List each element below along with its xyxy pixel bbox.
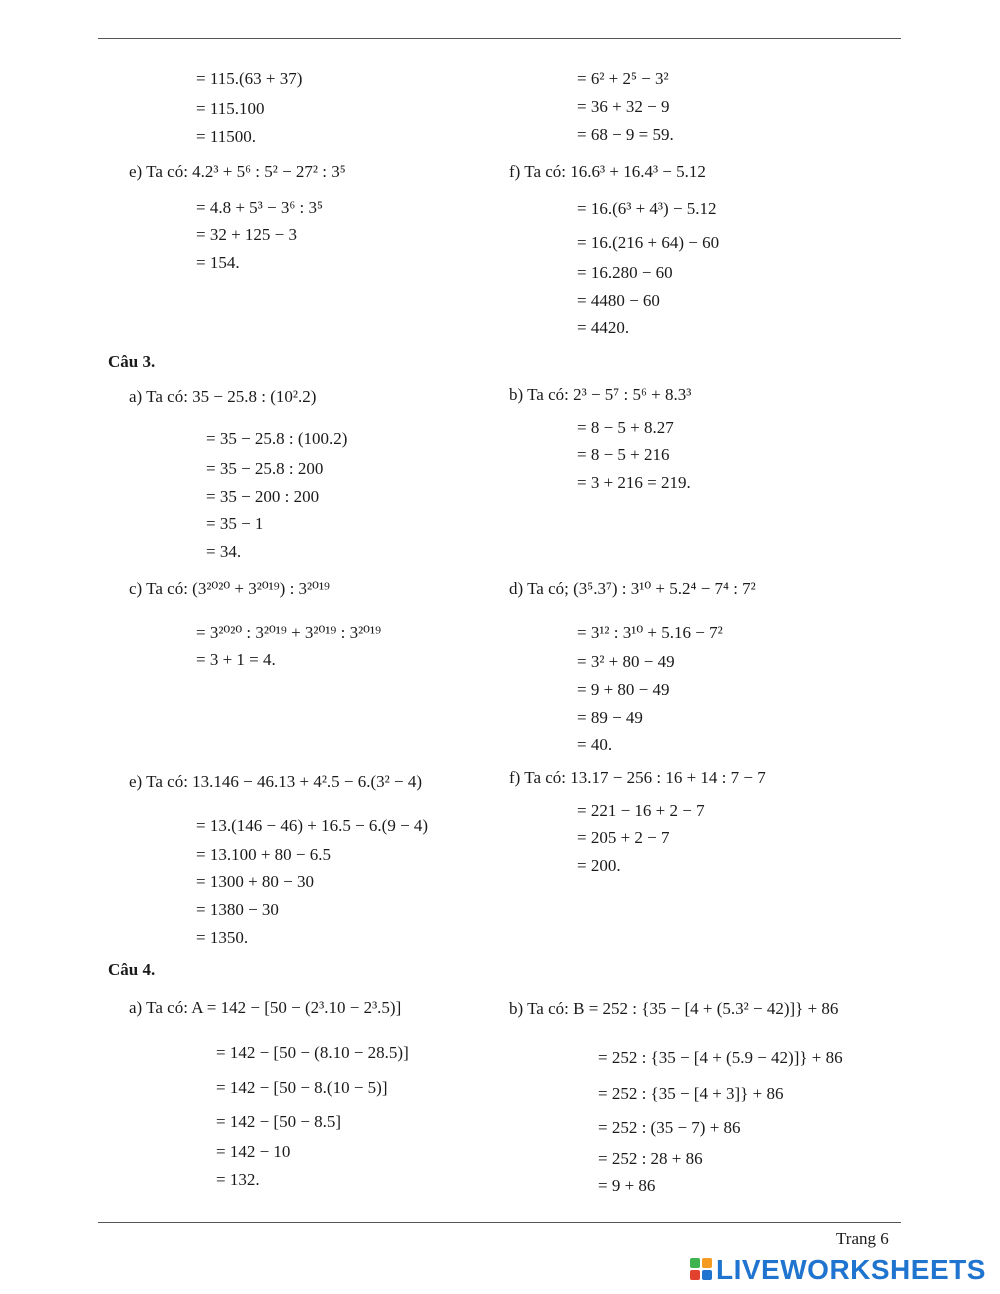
math-line: = 35 − 200 : 200 <box>206 487 320 506</box>
question-heading: Câu 4. <box>108 960 156 979</box>
math-line: = 132. <box>216 1170 260 1189</box>
math-line: = 13.100 + 80 − 6.5 <box>196 845 332 864</box>
math-line: = 252 : {35 − [4 + (5.9 − 42)]} + 86 <box>598 1048 843 1067</box>
math-line: = 142 − 10 <box>216 1142 291 1161</box>
math-line: = 8 − 5 + 8.27 <box>577 418 674 437</box>
math-line: = 1350. <box>196 928 249 947</box>
math-line: = 89 − 49 <box>577 708 643 727</box>
page-number: Trang 6 <box>836 1229 889 1248</box>
math-line: = 3¹² : 3¹⁰ + 5.16 − 7² <box>577 623 723 642</box>
math-line: = 35 − 1 <box>206 514 264 533</box>
math-line: = 4420. <box>577 318 630 337</box>
math-line: = 16.(216 + 64) − 60 <box>577 233 720 252</box>
math-line: e) Ta có: 13.146 − 46.13 + 4².5 − 6.(3² − 4) <box>129 772 423 791</box>
math-line: = 221 − 16 + 2 − 7 <box>577 801 705 820</box>
math-line: = 3² + 80 − 49 <box>577 652 675 671</box>
math-line: = 1380 − 30 <box>196 900 279 919</box>
liveworksheets-logo[interactable] <box>690 1254 990 1286</box>
math-line: = 154. <box>196 253 240 272</box>
math-line: = 115.100 <box>196 99 265 118</box>
liveworksheets-logo-text: LIVEWORKSHEETS <box>716 1254 986 1285</box>
math-line: = 9 + 86 <box>598 1176 656 1195</box>
math-line: f) Ta có: 13.17 − 256 : 16 + 14 : 7 − 7 <box>509 768 766 787</box>
math-line: = 34. <box>206 542 242 561</box>
math-line: = 6² + 2⁵ − 3² <box>577 69 669 88</box>
math-line: = 200. <box>577 856 621 875</box>
math-line: = 32 + 125 − 3 <box>196 225 298 244</box>
math-line: = 3 + 1 = 4. <box>196 650 276 669</box>
math-line: = 13.(146 − 46) + 16.5 − 6.(9 − 4) <box>196 816 429 835</box>
math-line: = 3²⁰²⁰ : 3²⁰¹⁹ + 3²⁰¹⁹ : 3²⁰¹⁹ <box>196 623 381 642</box>
math-line: = 11500. <box>196 127 256 146</box>
header-rule <box>98 38 901 39</box>
math-line: = 252 : 28 + 86 <box>598 1149 703 1168</box>
math-line: = 35 − 25.8 : 200 <box>206 459 324 478</box>
liveworksheets-logo-icon <box>690 1258 714 1282</box>
math-line: a) Ta có: A = 142 − [50 − (2³.10 − 2³.5)] <box>129 998 402 1017</box>
math-line: = 35 − 25.8 : (100.2) <box>206 429 348 448</box>
math-line: = 252 : (35 − 7) + 86 <box>598 1118 741 1137</box>
footer-rule <box>98 1222 901 1223</box>
math-line: = 205 + 2 − 7 <box>577 828 670 847</box>
math-line: c) Ta có: (3²⁰²⁰ + 3²⁰¹⁹) : 3²⁰¹⁹ <box>129 579 330 598</box>
math-line: = 1300 + 80 − 30 <box>196 872 315 891</box>
math-line: = 16.(6³ + 4³) − 5.12 <box>577 199 717 218</box>
math-line: = 3 + 216 = 219. <box>577 473 691 492</box>
math-line: d) Ta có; (3⁵.3⁷) : 3¹⁰ + 5.2⁴ − 7⁴ : 7² <box>509 579 756 598</box>
math-line: = 252 : {35 − [4 + 3]} + 86 <box>598 1084 784 1103</box>
math-line: = 9 + 80 − 49 <box>577 680 670 699</box>
math-line: = 4480 − 60 <box>577 291 660 310</box>
math-line: = 68 − 9 = 59. <box>577 125 674 144</box>
math-line: e) Ta có: 4.2³ + 5⁶ : 5² − 27² : 3⁵ <box>129 162 346 181</box>
math-line: = 4.8 + 5³ − 3⁶ : 3⁵ <box>196 198 323 217</box>
math-line: b) Ta có: 2³ − 5⁷ : 5⁶ + 8.3³ <box>509 385 692 404</box>
math-line: = 142 − [50 − (8.10 − 28.5)] <box>216 1043 409 1062</box>
math-line: f) Ta có: 16.6³ + 16.4³ − 5.12 <box>509 162 706 181</box>
math-line: = 142 − [50 − 8.(10 − 5)] <box>216 1078 388 1097</box>
math-line: = 40. <box>577 735 613 754</box>
math-line: = 8 − 5 + 216 <box>577 445 670 464</box>
math-line: b) Ta có: B = 252 : {35 − [4 + (5.3² − 42)]} + 86 <box>509 999 839 1018</box>
math-line: = 16.280 − 60 <box>577 263 673 282</box>
math-line: = 142 − [50 − 8.5] <box>216 1112 342 1131</box>
question-heading: Câu 3. <box>108 352 156 371</box>
math-line: a) Ta có: 35 − 25.8 : (10².2) <box>129 387 317 406</box>
math-line: = 115.(63 + 37) <box>196 69 303 88</box>
math-line: = 36 + 32 − 9 <box>577 97 670 116</box>
